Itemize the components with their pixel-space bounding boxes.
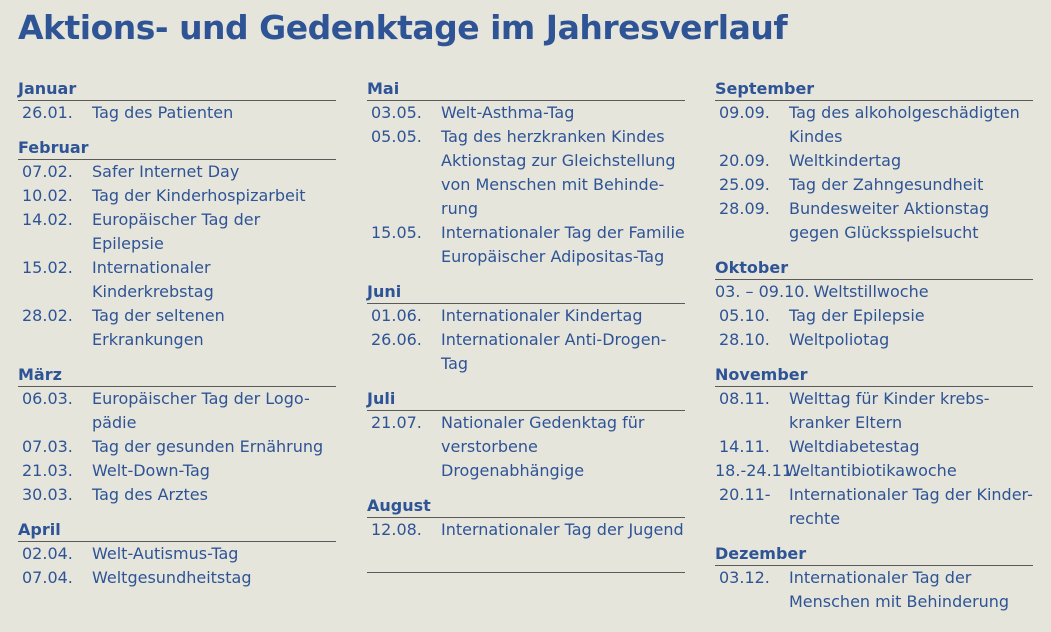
month-section	[18, 78, 336, 125]
calendar-entry	[715, 101, 1033, 149]
calendar-entry	[715, 197, 1033, 245]
entry-event: Tag des Patienten	[92, 103, 234, 122]
entry-date: 18.-24.11.	[715, 461, 798, 480]
month-section	[715, 364, 1033, 531]
entry-event: Weltkindertag	[789, 151, 902, 170]
calendar-entry	[715, 328, 1033, 352]
month-heading: Mai	[367, 78, 685, 101]
calendar-entry	[715, 459, 1033, 483]
entry-event: Internationaler Tag der Familie Europäischer Adipositas-Tag	[441, 223, 685, 266]
entry-date: 14.11.	[719, 437, 770, 456]
calendar-entry	[367, 125, 685, 221]
entry-date: 08.11.	[719, 389, 770, 408]
month-section	[367, 388, 685, 483]
month-heading: Februar	[18, 137, 336, 160]
entry-date: 20.11-	[719, 485, 771, 504]
entry-date: 07.02.	[22, 162, 73, 181]
calendar-entry	[367, 101, 685, 125]
column-1	[18, 78, 336, 602]
entry-event: Europäischer Tag der Logo- pädie	[92, 389, 310, 432]
month-heading: Januar	[18, 78, 336, 101]
month-heading: Juli	[367, 388, 685, 411]
entry-date: 06.03.	[22, 389, 73, 408]
month-section	[367, 281, 685, 376]
entry-date: 25.09.	[719, 175, 770, 194]
page-title: Aktions- und Gedenktage im Jahresverlauf	[18, 8, 788, 47]
entry-event: Tag der Epilepsie	[789, 306, 925, 325]
entry-event: Internationaler Tag der Menschen mit Behinderung	[789, 568, 1010, 611]
entry-event: Tag des Arztes	[92, 485, 208, 504]
calendar-entry	[367, 411, 685, 483]
month-heading: August	[367, 495, 685, 518]
column-3	[715, 78, 1033, 626]
entry-event: Internationaler Kindertag	[441, 306, 643, 325]
entry-date: 10.02.	[22, 186, 73, 205]
month-section	[367, 495, 685, 573]
calendar-entry	[715, 173, 1033, 197]
entry-event: Tag der seltenen Erkrankungen	[92, 306, 225, 349]
calendar-entry	[715, 483, 1033, 531]
entry-event: Tag des herzkranken Kindes Aktionstag zur Gleichstellung von Menschen mit Behinde- rung	[441, 127, 676, 218]
calendar-entry	[18, 387, 336, 435]
entry-event: Internationaler Kinderkrebstag	[92, 258, 214, 301]
entry-event: Welt-Asthma-Tag	[441, 103, 575, 122]
entry-event: Tag der Zahngesundheit	[789, 175, 984, 194]
entry-event: Tag des alkoholgeschädigten Kindes	[789, 103, 1020, 146]
entry-event: Tag der Kinderhospizarbeit	[92, 186, 306, 205]
entry-event: Internationaler Anti-Drogen- Tag	[441, 330, 667, 373]
calendar-entry	[715, 435, 1033, 459]
entry-event: Safer Internet Day	[92, 162, 240, 181]
entry-event: Europäischer Tag der Epilepsie	[92, 210, 261, 253]
entry-date: 28.09.	[719, 199, 770, 218]
calendar-entry	[18, 304, 336, 352]
entry-date: 01.06.	[371, 306, 422, 325]
month-heading: Juni	[367, 281, 685, 304]
entry-date: 15.02.	[22, 258, 73, 277]
entry-date: 26.06.	[371, 330, 422, 349]
entry-date: 03. – 09.10.	[715, 282, 810, 301]
entry-event: Weltstillwoche	[813, 282, 929, 301]
month-heading: Dezember	[715, 543, 1033, 566]
calendar-entry	[18, 184, 336, 208]
entry-event: Welt-Down-Tag	[92, 461, 210, 480]
entry-date: 28.10.	[719, 330, 770, 349]
entry-event: Weltpoliotag	[789, 330, 890, 349]
calendar-entry	[18, 566, 336, 590]
calendar-entry	[18, 435, 336, 459]
month-heading: März	[18, 364, 336, 387]
entry-event: Internationaler Tag der Kinder- rechte	[789, 485, 1033, 528]
entry-date: 26.01.	[22, 103, 73, 122]
month-section	[715, 257, 1033, 352]
calendar-entry	[18, 256, 336, 304]
calendar-entry	[367, 304, 685, 328]
month-section	[18, 519, 336, 590]
calendar-entry	[18, 483, 336, 507]
entry-date: 28.02.	[22, 306, 73, 325]
entry-date: 14.02.	[22, 210, 73, 229]
month-section	[18, 364, 336, 507]
calendar-entry	[18, 542, 336, 566]
calendar-entry	[715, 280, 1033, 304]
calendar-entry	[715, 566, 1033, 614]
entry-date: 21.07.	[371, 413, 422, 432]
month-heading: Oktober	[715, 257, 1033, 280]
entry-date: 21.03.	[22, 461, 73, 480]
entry-event: Weltantibiotikawoche	[785, 461, 957, 480]
month-heading: April	[18, 519, 336, 542]
divider	[367, 572, 685, 573]
calendar-entry	[367, 518, 685, 542]
calendar-entry	[715, 387, 1033, 435]
entry-event: Internationaler Tag der Jugend	[441, 520, 684, 539]
month-section	[367, 78, 685, 269]
entry-event: Welt-Autismus-Tag	[92, 544, 239, 563]
month-section	[715, 78, 1033, 245]
entry-event: Weltdiabetestag	[789, 437, 920, 456]
month-heading: September	[715, 78, 1033, 101]
calendar-entry	[715, 304, 1033, 328]
entry-date: 05.10.	[719, 306, 770, 325]
calendar-entry	[367, 328, 685, 376]
entry-event: Weltgesundheitstag	[92, 568, 252, 587]
entry-date: 12.08.	[371, 520, 422, 539]
entry-event: Tag der gesunden Ernährung	[92, 437, 324, 456]
entry-date: 09.09.	[719, 103, 770, 122]
entry-date: 07.03.	[22, 437, 73, 456]
entry-date: 07.04.	[22, 568, 73, 587]
calendar-entry	[18, 208, 336, 256]
column-2	[367, 78, 685, 585]
entry-date: 05.05.	[371, 127, 422, 146]
calendar-entry	[18, 101, 336, 125]
month-heading: November	[715, 364, 1033, 387]
entry-date: 02.04.	[22, 544, 73, 563]
calendar-entry	[367, 221, 685, 269]
entry-date: 15.05.	[371, 223, 422, 242]
entry-date: 03.05.	[371, 103, 422, 122]
calendar-entry	[715, 149, 1033, 173]
month-section	[715, 543, 1033, 614]
month-section	[18, 137, 336, 352]
entry-date: 20.09.	[719, 151, 770, 170]
entry-date: 03.12.	[719, 568, 770, 587]
entry-date: 30.03.	[22, 485, 73, 504]
calendar-entry	[18, 459, 336, 483]
entry-event: Bundesweiter Aktionstag gegen Glücksspielsucht	[789, 199, 990, 242]
entry-event: Welttag für Kinder krebs- kranker Eltern	[789, 389, 990, 432]
entry-event: Nationaler Gedenktag für verstorbene Drogenabhängige	[441, 413, 645, 480]
calendar-entry	[18, 160, 336, 184]
